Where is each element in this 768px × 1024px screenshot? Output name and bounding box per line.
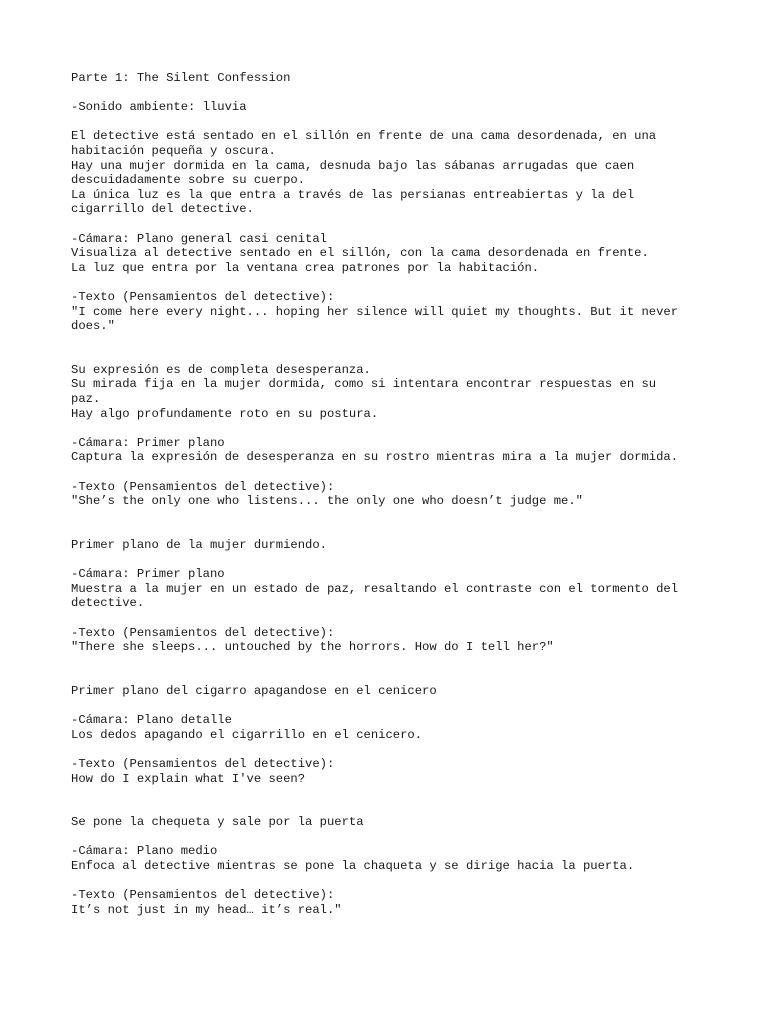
scene-thought: -Texto (Pensamientos del detective): "She’s the only one who listens... the only one who doesn’t judge me." <box>71 479 583 509</box>
scene-thought: -Texto (Pensamientos del detective): It’s not just in my head… it’s real." <box>71 888 342 917</box>
spacer <box>71 509 711 538</box>
spacer <box>71 86 711 101</box>
ambient-sound: -Sonido ambiente: lluvia <box>71 100 247 115</box>
scene-thought: -Texto (Pensamientos del detective): How do I explain what I've seen? <box>71 756 335 786</box>
scene-3 <box>71 538 711 655</box>
scene-description: El detective está sentado en el sillón en frente de una cama desordenada, en una habitación pequeña y oscura. Hay una mujer dormida en la cama, desnuda bajo las sábanas arrugadas que caen descuidadamente sobre su cuerpo. La única luz es la que entra a través de las persianas entreabiertas y la del cigarrillo del detective. <box>71 129 657 217</box>
spacer <box>71 742 711 757</box>
spacer <box>71 334 711 363</box>
spacer <box>71 699 711 714</box>
scene-2 <box>71 363 711 509</box>
scene-description: Su expresión es de completa desesperanza. Su mirada fija en la mujer dormida, como si intentara encontrar respuestas en su paz. Hay algo profundamente roto en su postura. <box>71 362 657 421</box>
spacer <box>71 115 711 130</box>
scene-camera: -Cámara: Primer plano Captura la expresión de desesperanza en su rostro mientras mira a la mujer dormida. <box>71 435 679 465</box>
spacer <box>71 786 711 815</box>
scene-camera: -Cámara: Plano medio Enfoca al detective mientras se pone la chaqueta y se dirige hacia la puerta. <box>71 844 635 874</box>
scene-description: Primer plano de la mujer durmiendo. <box>71 538 327 552</box>
spacer <box>71 275 711 290</box>
scene-thought: -Texto (Pensamientos del detective): "There she sleeps... untouched by the horrors. How do I tell her?" <box>71 625 554 655</box>
scene-4 <box>71 684 711 786</box>
document-title: Parte 1: The Silent Confession <box>71 71 291 85</box>
spacer <box>71 465 711 480</box>
scene-camera: -Cámara: Primer plano Muestra a la mujer en un estado de paz, resaltando el contraste con el tormento del detective. <box>71 567 679 611</box>
spacer <box>71 611 711 626</box>
scene-camera: -Cámara: Plano detalle Los dedos apagando el cigarrillo en el cenicero. <box>71 713 423 742</box>
spacer <box>71 655 711 684</box>
scene-description: Se pone la chequeta y sale por la puerta <box>71 815 364 830</box>
spacer <box>71 874 711 889</box>
document-page <box>71 71 711 917</box>
scene-1 <box>71 129 711 333</box>
scene-camera: -Cámara: Plano general casi cenital Visualiza al detective sentado en el sillón, con la cama desordenada en frente. La luz que entra por la ventana crea patrones por la habitación. <box>71 231 649 275</box>
spacer <box>71 553 711 568</box>
spacer <box>71 830 711 845</box>
spacer <box>71 217 711 232</box>
spacer <box>71 421 711 436</box>
scene-5 <box>71 815 711 917</box>
scene-description: Primer plano del cigarro apagandose en el cenicero <box>71 683 437 698</box>
scene-thought: -Texto (Pensamientos del detective): "I come here every night... hoping her silence will quiet my thoughts. But it never does." <box>71 289 679 334</box>
